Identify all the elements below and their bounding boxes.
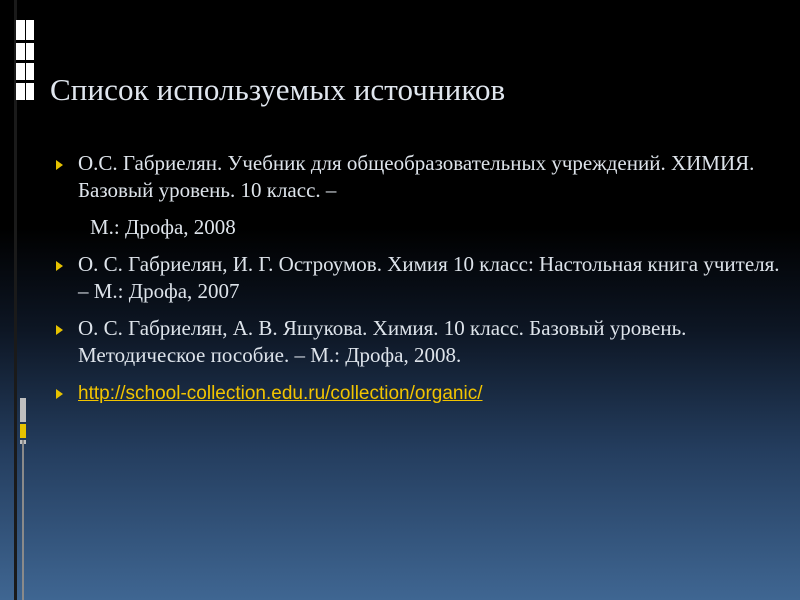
triangle-bullet-icon <box>56 389 63 399</box>
list-item <box>50 379 780 407</box>
source-link[interactable]: http://school-collection.edu.ru/collection/organic/ <box>78 383 483 404</box>
left-decoration <box>0 0 34 600</box>
deco-bar <box>16 60 34 63</box>
deco-bar <box>16 40 34 43</box>
list-item-text: О.С. Габриелян. Учебник для общеобразовательных учреждений. ХИМИЯ. Базовый уровень. 10 класс. – <box>78 151 755 202</box>
deco-marker <box>20 424 26 438</box>
deco-marker <box>20 398 26 422</box>
list-item <box>50 251 780 305</box>
deco-bar <box>16 80 34 83</box>
triangle-bullet-icon <box>56 261 63 271</box>
slide-title: Список используемых источников <box>50 72 506 107</box>
list-item <box>50 315 780 369</box>
list-item-text: О. С. Габриелян, И. Г. Остроумов. Химия 10 класс: Настольная книга учителя. – М.: Дрофа, 2007 <box>78 252 780 303</box>
list-item-text: О. С. Габриелян, А. В. Яшукова. Химия. 10 класс. Базовый уровень. Методическое пособие. – М.: Дрофа, 2008. <box>78 316 687 367</box>
list-item-continuation: М.: Дрофа, 2008 <box>90 215 236 239</box>
triangle-bullet-icon <box>56 325 63 335</box>
triangle-bullet-icon <box>56 160 63 170</box>
deco-bar <box>22 440 24 600</box>
source-list <box>50 150 780 417</box>
list-item <box>50 150 780 204</box>
